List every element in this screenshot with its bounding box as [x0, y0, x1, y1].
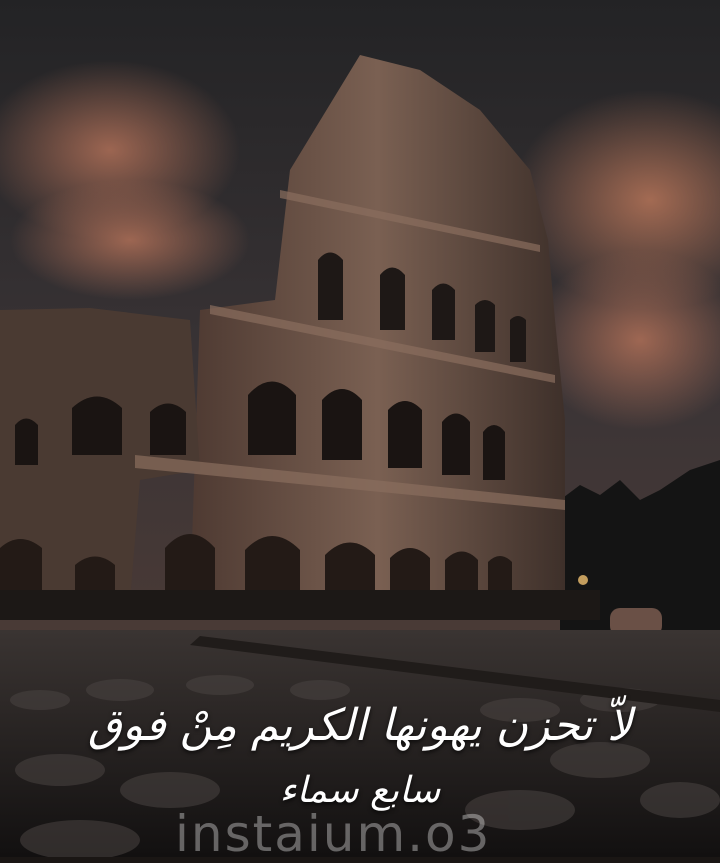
cloud-left-lower: [10, 180, 250, 300]
watermark: instaium.o3: [175, 805, 492, 863]
caption-line-2: سابع سماء: [279, 770, 441, 811]
caption-line-1: لاّ تحزن يهونها الكريم مِنْ فوق: [87, 700, 633, 751]
street-lamp: [578, 575, 588, 585]
base-fence: [0, 590, 600, 620]
